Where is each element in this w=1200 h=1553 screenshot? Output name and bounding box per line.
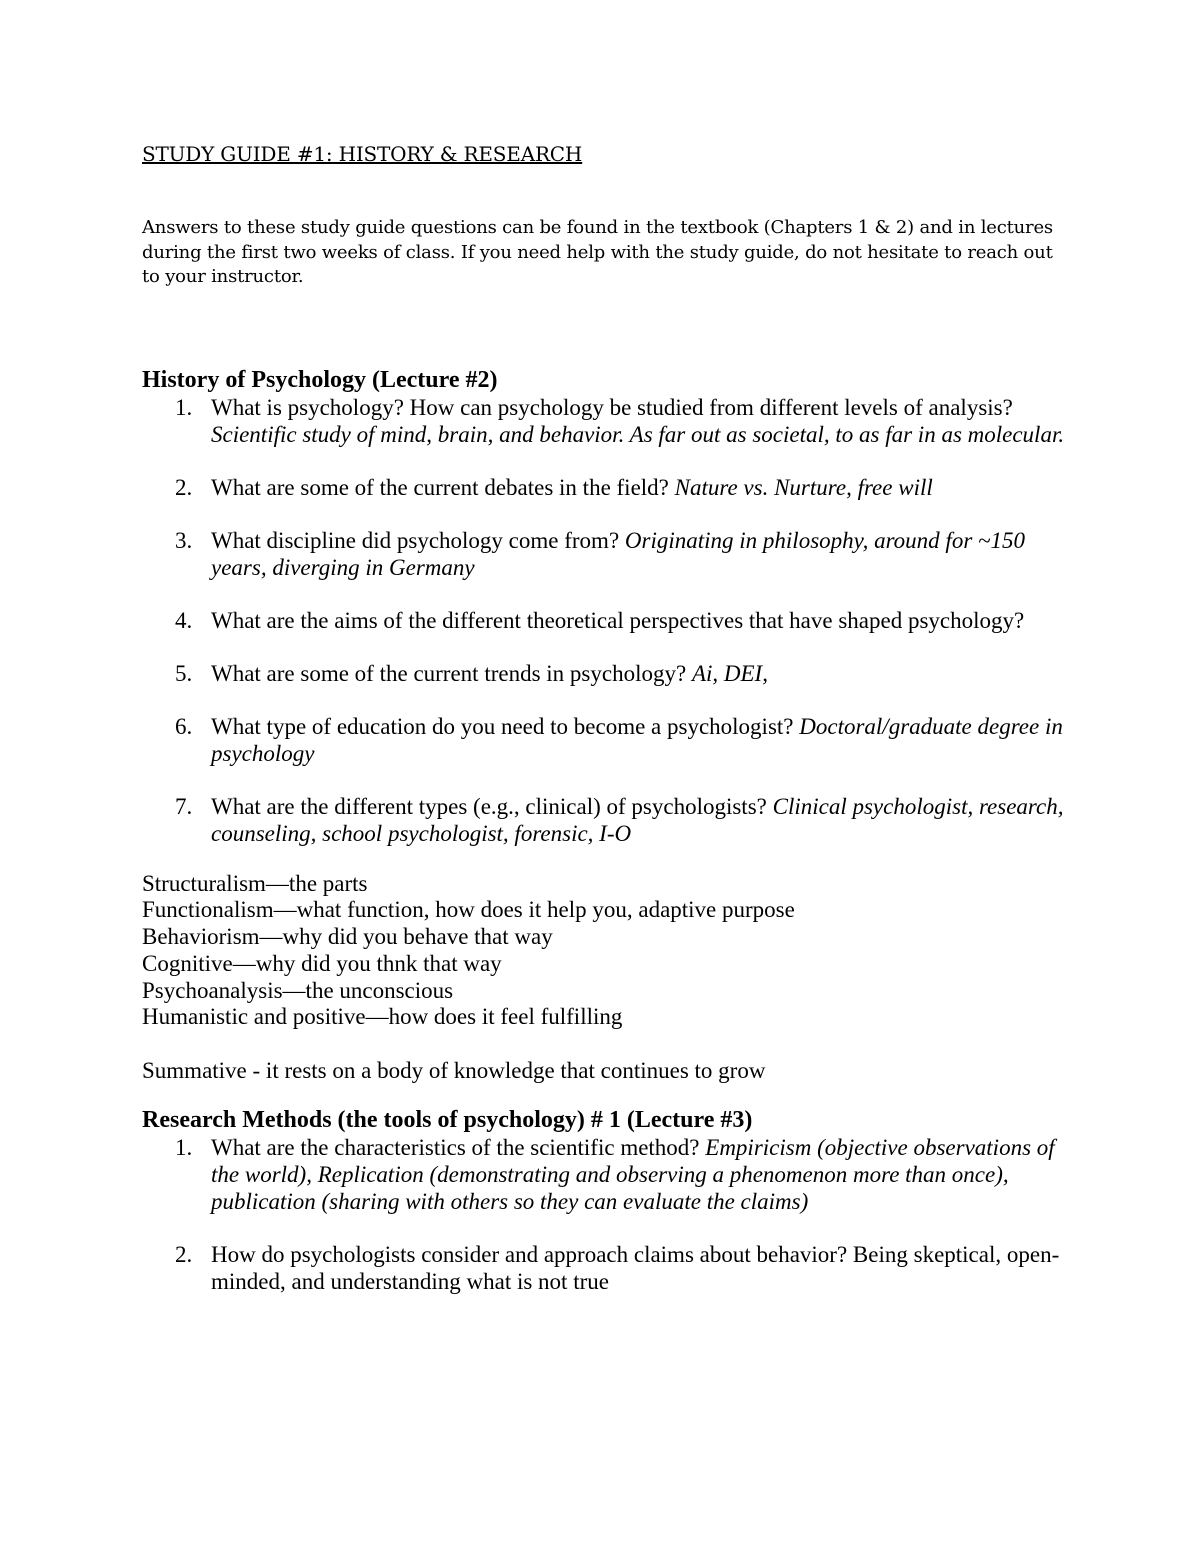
question-number: 4. (175, 607, 193, 633)
question-number: 6. (175, 713, 193, 739)
document-title: STUDY GUIDE #1: HISTORY & RESEARCH (142, 142, 583, 166)
question-text: What type of education do you need to become a psychologist? (211, 713, 800, 739)
answer-text: Ai, DEI, (691, 660, 768, 686)
section-heading-research-methods: Research Methods (the tools of psychology) # 1 (Lecture #3) (142, 1107, 753, 1134)
question-number: 1. (175, 1135, 193, 1161)
question-item (142, 660, 1072, 687)
question-number: 5. (175, 660, 193, 686)
question-text: What discipline did psychology come from? (211, 527, 625, 553)
question-item (142, 1241, 1072, 1295)
question-number: 1. (175, 394, 193, 420)
question-text: How do psychologists consider and approach claims about behavior? Being skeptical, open-minded, and understanding what is not true (211, 1242, 1060, 1295)
note-line: Structuralism—the parts (142, 870, 368, 896)
question-item (142, 394, 1072, 448)
question-text: What are the aims of the different theoretical perspectives that have shaped psychology? (211, 607, 1025, 633)
question-item (142, 1134, 1072, 1215)
document-page (142, 140, 1072, 1295)
note-line: Humanistic and positive—how does it feel fulfilling (142, 1004, 623, 1030)
answer-text: Originating in philosophy, around for ~150 years, diverging in Germany (211, 527, 1025, 580)
question-item (142, 474, 1072, 501)
question-text: What are the different types (e.g., clinical) of psychologists? (211, 793, 773, 819)
question-number: 2. (175, 1242, 193, 1268)
question-item (142, 607, 1072, 634)
question-text: What are some of the current trends in psychology? (211, 660, 692, 686)
answer-text: Empiricism (objective observations of the world), Replication (demonstrating and observing a phenomenon more than once), publication (sharing with others so they can evaluate the claims) (211, 1135, 1055, 1215)
question-text: What are some of the current debates in the field? (211, 474, 675, 500)
question-text: What is psychology? How can psychology be studied from different levels of analysis? (211, 394, 1013, 420)
note-line: Psychoanalysis—the unconscious (142, 977, 454, 1003)
question-item (142, 793, 1072, 847)
research-question-list (142, 1134, 1072, 1295)
summative-note: Summative - it rests on a body of knowledge that continues to grow (142, 1058, 766, 1084)
question-text: What are the characteristics of the scientific method? (211, 1135, 706, 1161)
section-heading-history: History of Psychology (Lecture #2) (142, 366, 498, 393)
note-line: Behaviorism—why did you behave that way (142, 924, 553, 950)
answer-text: Nature vs. Nurture, free will (674, 474, 933, 500)
question-number: 3. (175, 527, 193, 553)
question-number: 2. (175, 474, 193, 500)
intro-paragraph: Answers to these study guide questions can be found in the textbook (Chapters 1 & 2) and in lectures during the first two weeks of class. If you need help with the study guide, do not hesitate to reach out to your instructor. (142, 217, 1053, 287)
answer-text: Clinical psychologist, research, counseling, school psychologist, forensic, I-O (211, 793, 1064, 846)
answer-text: Doctoral/graduate degree in psychology (211, 713, 1063, 766)
question-item (142, 527, 1072, 581)
question-item (142, 713, 1072, 767)
answer-text: Scientific study of mind, brain, and behavior. As far out as societal, to as far in as molecular. (211, 421, 1065, 447)
perspectives-notes (142, 871, 1072, 1032)
history-question-list (142, 394, 1072, 847)
note-line: Cognitive—why did you thnk that way (142, 950, 502, 976)
note-line: Functionalism—what function, how does it help you, adaptive purpose (142, 897, 795, 923)
question-number: 7. (175, 793, 193, 819)
